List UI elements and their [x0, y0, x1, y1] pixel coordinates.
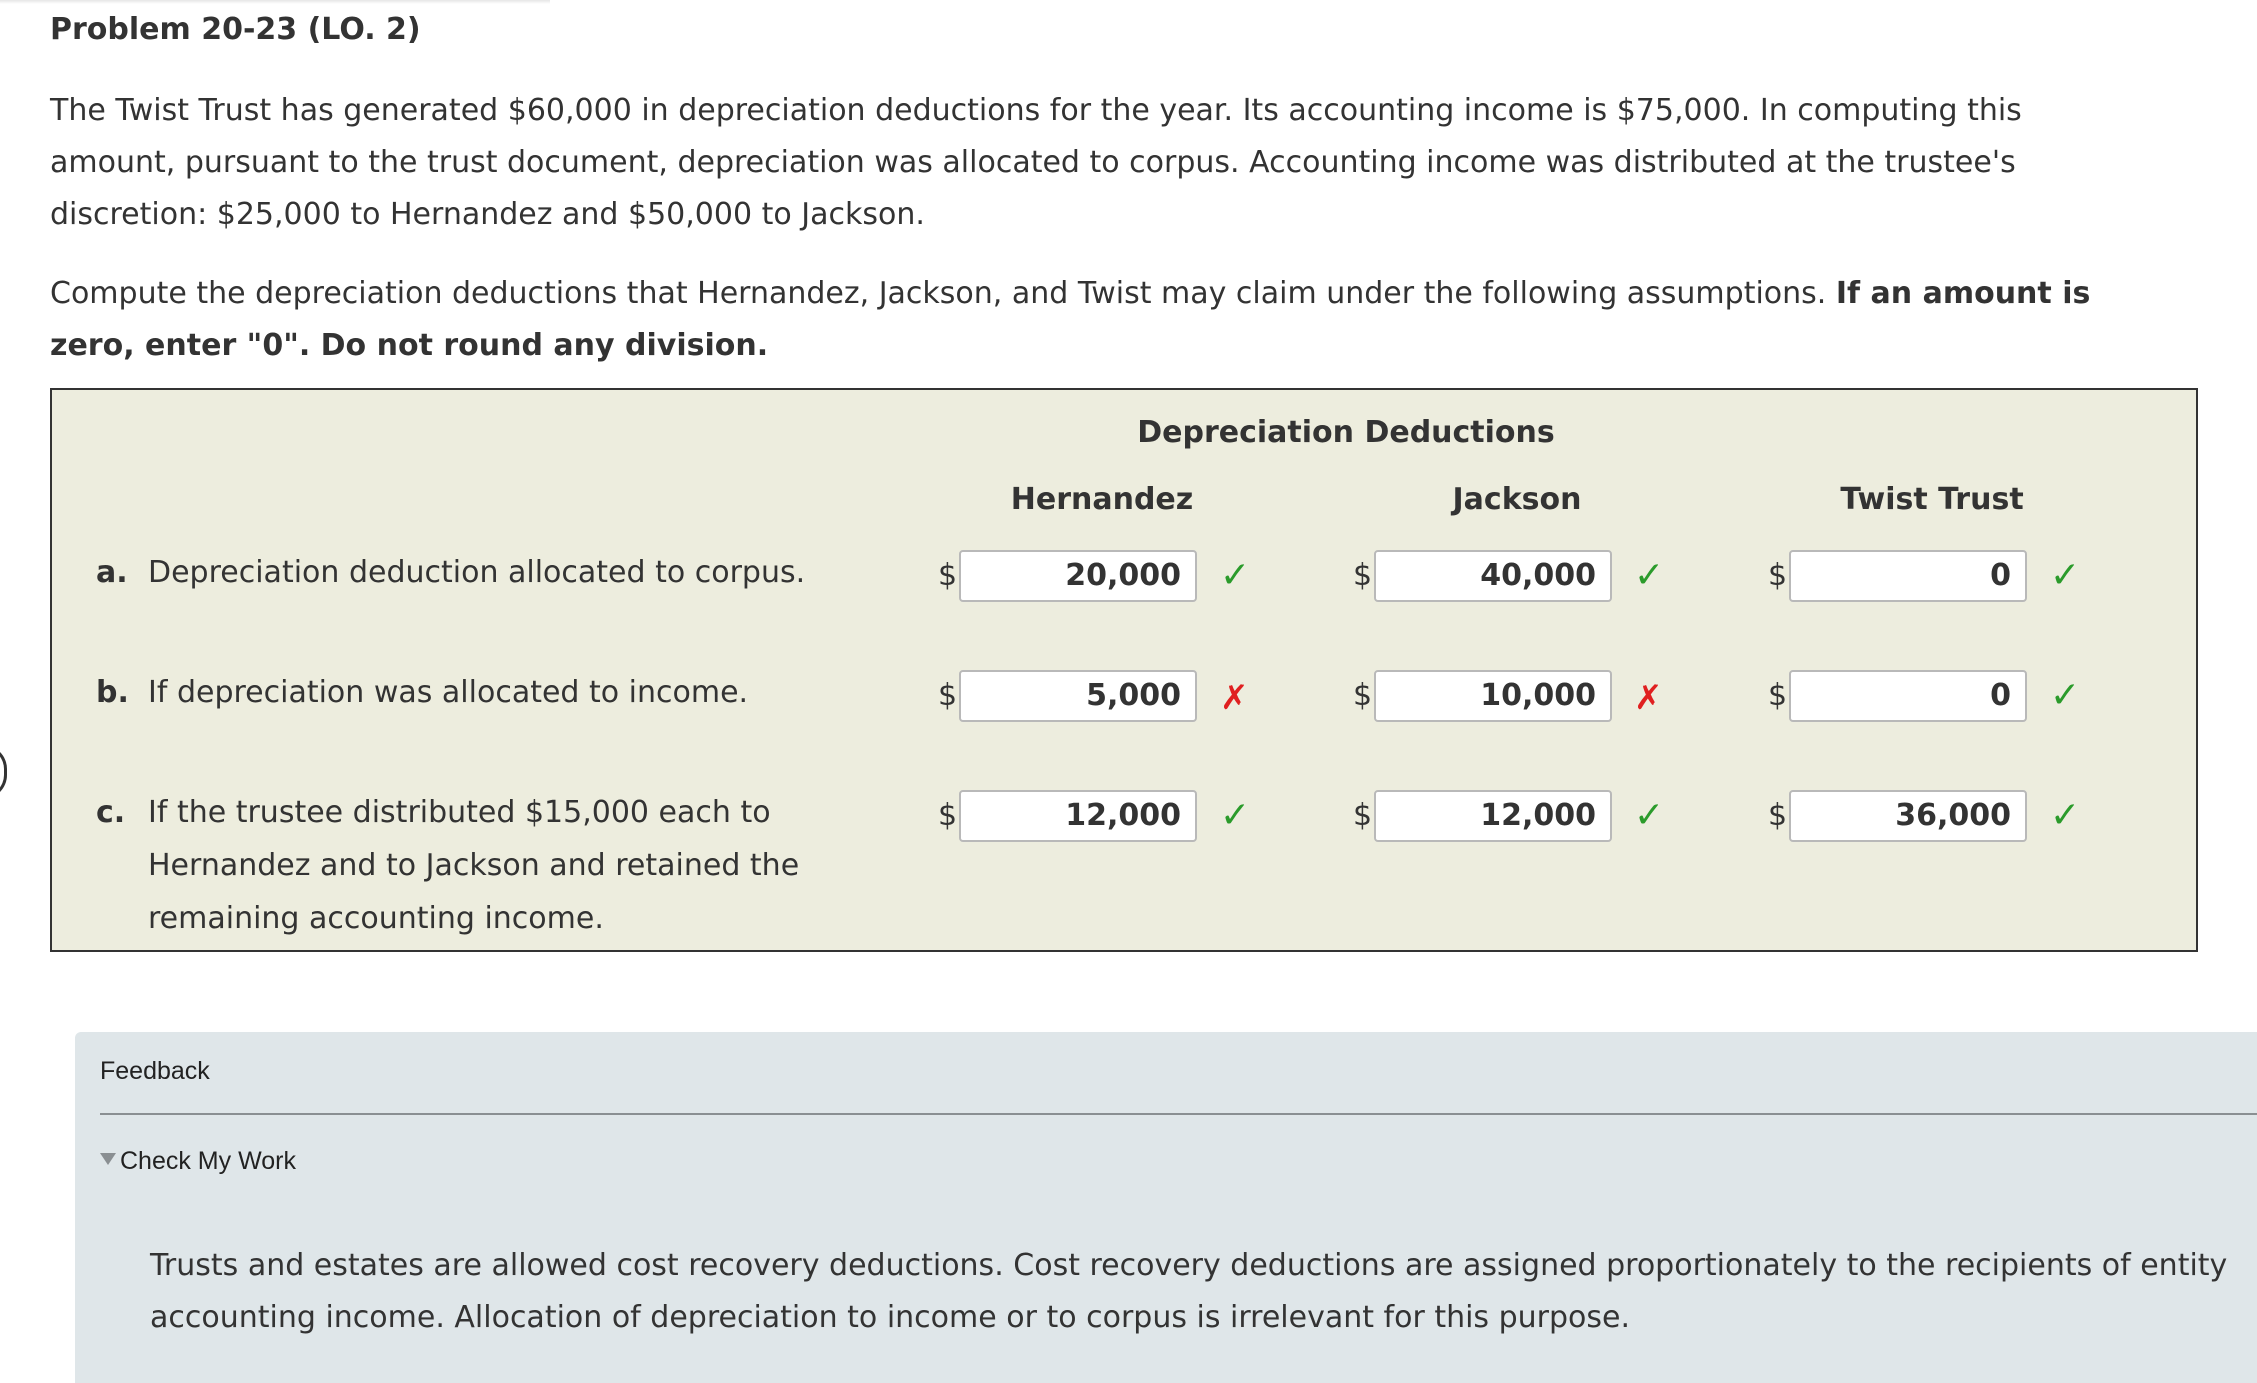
correct-check-icon: ✓ [2050, 555, 2081, 596]
input-a-twist[interactable]: 0 [1789, 550, 2027, 602]
row-a-letter: a. [96, 555, 128, 590]
row-a-label [96, 546, 856, 599]
input-b-twist[interactable]: 0 [1789, 670, 2027, 722]
currency-symbol: $ [1768, 798, 1788, 833]
input-a-jackson[interactable]: 40,000 [1374, 550, 1612, 602]
row-c-label [96, 786, 856, 945]
incorrect-x-icon: ✗ [1220, 678, 1249, 718]
row-b-letter: b. [96, 675, 129, 710]
depreciation-table [50, 388, 2198, 952]
currency-symbol: $ [1768, 558, 1788, 593]
currency-symbol: $ [1353, 558, 1373, 593]
check-my-work-toggle[interactable] [100, 1147, 296, 1176]
input-c-twist[interactable]: 36,000 [1789, 790, 2027, 842]
currency-symbol: $ [938, 558, 958, 593]
correct-check-icon: ✓ [1634, 795, 1665, 836]
currency-symbol: $ [938, 798, 958, 833]
correct-check-icon: ✓ [2050, 795, 2081, 836]
col-hernandez: Hernandez [1010, 482, 1194, 517]
problem-title: Problem 20-23 (LO. 2) [50, 12, 421, 47]
input-b-hernandez[interactable]: 5,000 [959, 670, 1197, 722]
feedback-text: Trusts and estates are allowed cost recovery deductions. Cost recovery deductions are assigned proportionately to the recipients of entity accounting income. Allocation of depreciation to income or to corpus is irrelevant for this purpose. [150, 1248, 2228, 1335]
check-my-work-label: Check My Work [120, 1147, 296, 1175]
col-twist-trust: Twist Trust [1840, 482, 2024, 517]
correct-check-icon: ✓ [1220, 555, 1251, 596]
currency-symbol: $ [1768, 678, 1788, 713]
feedback-panel [75, 1032, 2257, 1383]
row-b-label [96, 666, 856, 719]
disclosure-triangle-icon [100, 1153, 116, 1165]
row-a-text: Depreciation deduction allocated to corpus. [148, 555, 806, 590]
feedback-divider [100, 1113, 2257, 1115]
top-shadow [0, 0, 550, 4]
problem-intro: The Twist Trust has generated $60,000 in depreciation deductions for the year. Its accounting income is $75,000. In computing this amount, pursuant to the trust document, depreciation was allocated to corpus. Accounting income was distributed at the trustee's discretion: $25,000 to Hernandez and $50,000 to Jackson. [50, 93, 2022, 232]
problem-instruction [50, 268, 2140, 372]
incorrect-x-icon: ✗ [1634, 678, 1663, 718]
currency-symbol: $ [1353, 798, 1373, 833]
correct-check-icon: ✓ [1634, 555, 1665, 596]
row-c-text: If the trustee distributed $15,000 each to Hernandez and to Jackson and retained the remaining accounting income. [148, 795, 800, 936]
feedback-title: Feedback [100, 1057, 210, 1085]
table-heading: Depreciation Deductions [1137, 415, 1555, 450]
input-a-hernandez[interactable]: 20,000 [959, 550, 1197, 602]
input-b-jackson[interactable]: 10,000 [1374, 670, 1612, 722]
row-b-text: If depreciation was allocated to income. [148, 675, 749, 710]
instruction-text: Compute the depreciation deductions that Hernandez, Jackson, and Twist may claim under the following assumptions. [50, 276, 1827, 311]
currency-symbol: $ [1353, 678, 1373, 713]
row-c-letter: c. [96, 795, 126, 830]
instruction-bold: If an amount is zero, enter "0". Do not round any division. [50, 276, 2091, 363]
currency-symbol: $ [938, 678, 958, 713]
correct-check-icon: ✓ [1220, 795, 1251, 836]
edge-fragment [0, 745, 7, 799]
correct-check-icon: ✓ [2050, 675, 2081, 716]
col-jackson: Jackson [1452, 482, 1582, 517]
input-c-hernandez[interactable]: 12,000 [959, 790, 1197, 842]
input-c-jackson[interactable]: 12,000 [1374, 790, 1612, 842]
